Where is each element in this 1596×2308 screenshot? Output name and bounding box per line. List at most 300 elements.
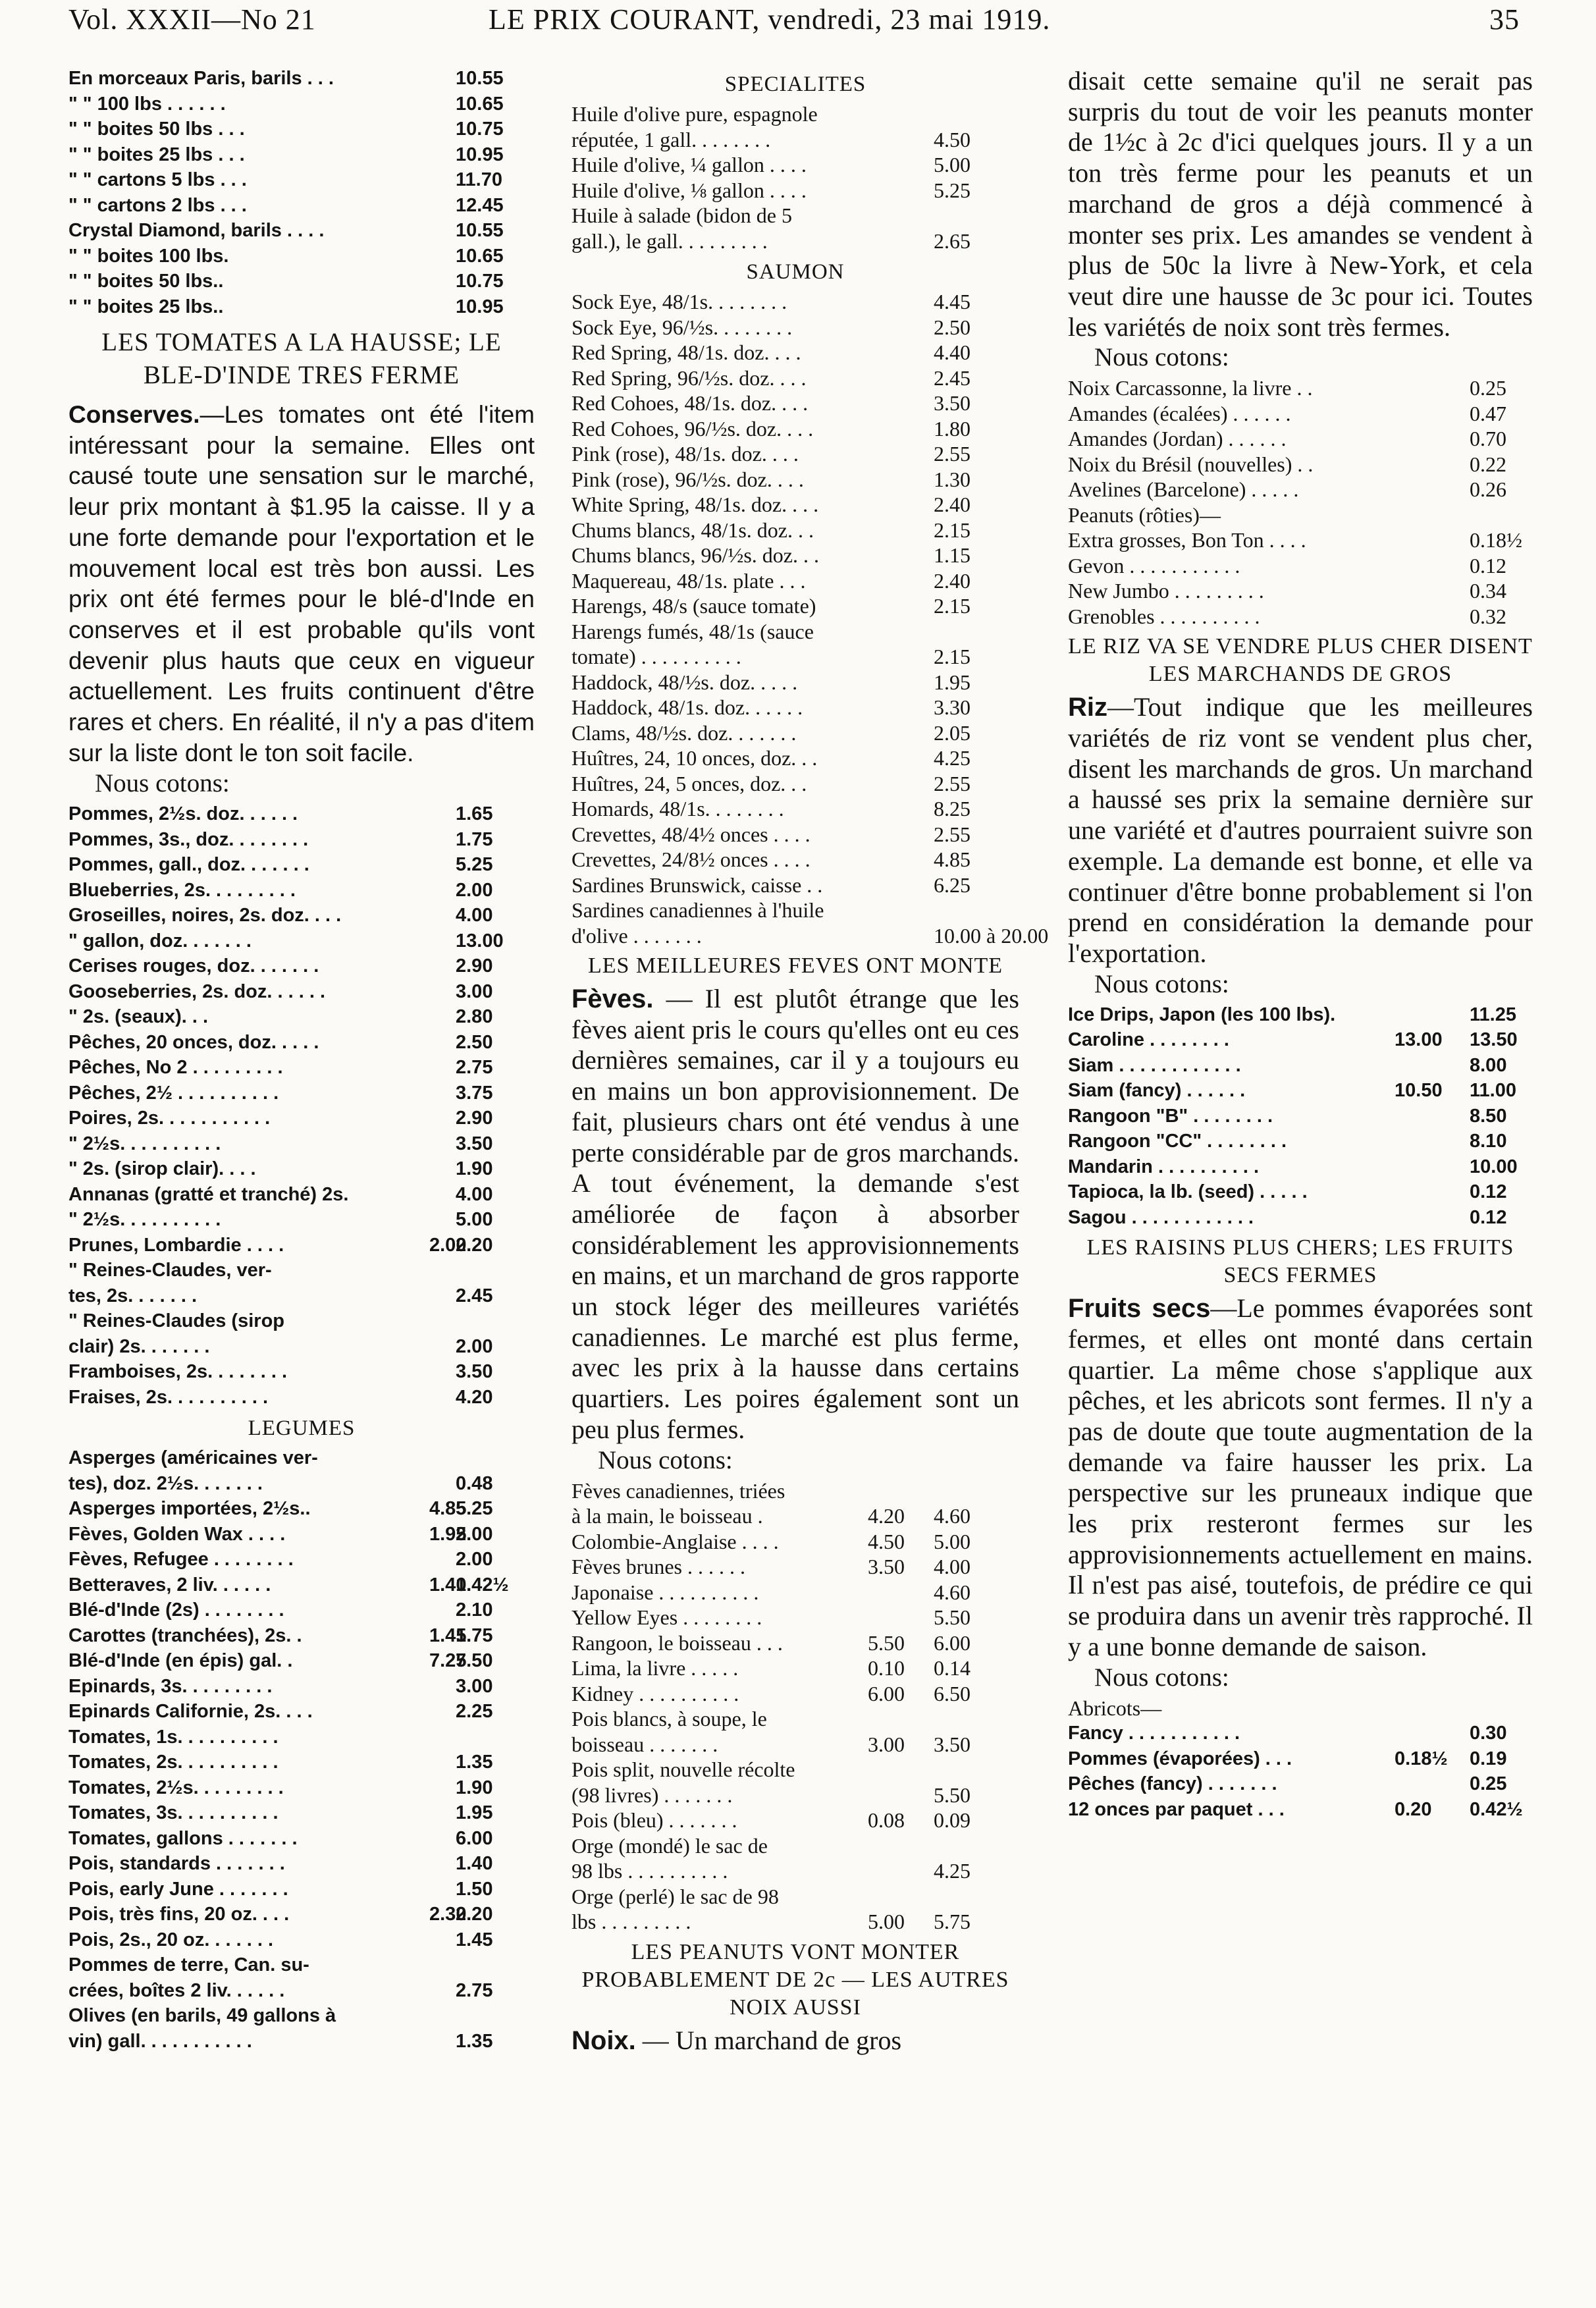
price: 2.25 <box>456 1701 493 1723</box>
price: 7.50 <box>456 1650 493 1672</box>
price: 0.32 <box>1470 604 1506 628</box>
price: 0.48 <box>456 1472 493 1494</box>
price: 2.90 <box>456 955 493 977</box>
item-name: " " boites 50 lbs . . . <box>68 119 245 140</box>
price-row <box>1068 477 1533 502</box>
price-row <box>572 1884 1019 1910</box>
price: 2.45 <box>456 1285 493 1306</box>
price-row <box>1068 527 1533 553</box>
item-name: Chums blancs, 96/½s. doz. . . <box>572 543 819 567</box>
price-low: 0.10 <box>868 1656 905 1680</box>
item-name: Homards, 48/1s. . . . . . . . <box>572 797 784 820</box>
item-name: Orge (perlé) le sac de 98 <box>572 1884 779 1908</box>
price-row <box>68 1623 535 1649</box>
price: 2.75 <box>456 1979 493 2001</box>
page-number: 35 <box>1489 3 1520 36</box>
price: 4.40 <box>934 340 971 364</box>
price: 1.35 <box>456 1752 493 1773</box>
item-name: Pommes, 3s., doz. . . . . . . . <box>68 828 309 850</box>
item-name: Sock Eye, 48/1s. . . . . . . . <box>572 290 787 313</box>
item-name: Rangoon "CC" . . . . . . . . <box>1068 1131 1287 1152</box>
price-row <box>1068 553 1533 579</box>
price-row <box>572 1655 1019 1681</box>
price-row <box>68 294 535 320</box>
item-name: Sardines Brunswick, caisse . . <box>572 872 823 897</box>
price-row <box>572 670 1019 695</box>
item-name: Pêches (fancy) . . . . . . . <box>1068 1773 1277 1795</box>
item-name: New Jumbo . . . . . . . . . <box>1068 579 1264 603</box>
item-name: boisseau . . . . . . . <box>572 1732 718 1756</box>
price-row <box>68 1851 535 1877</box>
item-name: Pink (rose), 48/1s. doz. . . . <box>572 442 799 466</box>
price: 1.40 <box>456 1853 493 1875</box>
price: 2.80 <box>456 1006 493 1028</box>
price-row <box>572 441 1019 467</box>
item-name: Poires, 2s. . . . . . . . . . . <box>68 1108 271 1129</box>
price-row <box>68 1308 535 1334</box>
price-row <box>1068 375 1533 401</box>
price: 0.12 <box>1470 1181 1507 1203</box>
item-name: Gooseberries, 2s. doz. . . . . . <box>68 980 326 1002</box>
price: 10.65 <box>456 93 504 115</box>
price-row <box>68 1334 535 1360</box>
item-name: " Reines-Claudes, ver- <box>68 1260 272 1281</box>
item-name: Tomates, gallons . . . . . . . <box>68 1827 298 1849</box>
price-row <box>68 1385 535 1410</box>
item-name: Extra grosses, Bon Ton . . . . <box>1068 528 1306 552</box>
noix-paragraph <box>572 2026 1019 2056</box>
price-row <box>1068 1129 1533 1154</box>
price-row <box>68 193 535 219</box>
price-row <box>68 269 535 294</box>
price: 0.30 <box>1470 1723 1507 1744</box>
price-row <box>68 878 535 903</box>
price-row <box>572 898 1019 923</box>
price: 0.70 <box>1470 427 1506 451</box>
price-row <box>1068 1205 1533 1231</box>
price-row <box>68 1902 535 1927</box>
item-name: Colombie-Anglaise . . . . <box>572 1529 779 1553</box>
noix-price-list <box>1068 375 1533 629</box>
item-name: Fancy . . . . . . . . . . . <box>1068 1723 1240 1744</box>
item-name: Pois, standards . . . . . . . <box>68 1853 285 1875</box>
price-row <box>68 1055 535 1081</box>
item-name: " " 100 lbs . . . . . . <box>68 93 226 115</box>
fruits-secs-price-list <box>1068 1721 1533 1822</box>
fruits-secs-paragraph <box>1068 1293 1533 1662</box>
price-row <box>68 1081 535 1106</box>
price: 2.50 <box>456 1031 493 1053</box>
peanuts-heading: LES PEANUTS VONT MONTER PROBABLEMENT DE 2c — LES AUTRES NOIX AUSSI <box>581 1939 1009 2020</box>
price: 5.50 <box>934 1783 971 1807</box>
price-row <box>572 822 1019 847</box>
price-row <box>68 1207 535 1233</box>
price: 10.95 <box>456 144 504 165</box>
price: 3.50 <box>456 1361 493 1383</box>
item-name: à la main, le boisseau . <box>572 1504 763 1528</box>
price: 1.65 <box>456 803 493 825</box>
price-low: 5.50 <box>868 1630 905 1655</box>
price-row <box>572 745 1019 771</box>
price: 4.50 <box>934 127 971 151</box>
item-name: Sardines canadiennes à l'huile <box>572 898 824 922</box>
item-name: Annanas (gratté et tranché) 2s. <box>68 1183 349 1205</box>
price-row <box>1068 1154 1533 1180</box>
item-name: Epinards Californie, 2s. . . . <box>68 1701 313 1723</box>
price: 0.25 <box>1470 1773 1507 1795</box>
price-row <box>1068 604 1533 630</box>
price: 10.65 <box>456 245 504 267</box>
item-name: Haddock, 48/½s. doz. . . . . <box>572 670 798 694</box>
noix-text: — Un marchand de gros <box>635 2025 902 2055</box>
item-name: Avelines (Barcelone) . . . . . <box>1068 477 1299 502</box>
price-row <box>572 1706 1019 1732</box>
item-name: Asperges importées, 2½s.. <box>68 1498 311 1520</box>
price: 2.90 <box>456 1108 493 1129</box>
price-row <box>572 796 1019 822</box>
price: 0.19 <box>1470 1748 1507 1769</box>
item-name: Tomates, 1s. . . . . . . . . . <box>68 1726 279 1748</box>
price: 3.50 <box>934 1732 971 1756</box>
price-row <box>1068 1104 1533 1129</box>
price-low: 4.20 <box>868 1504 905 1528</box>
item-name: Noix Carcassonne, la livre . . <box>1068 376 1313 400</box>
price-row <box>68 142 535 168</box>
item-name: Asperges (américaines ver- <box>68 1447 318 1469</box>
price-row <box>68 167 535 193</box>
price: 8.10 <box>1470 1131 1507 1152</box>
item-name: Carottes (tranchées), 2s. . <box>68 1624 302 1646</box>
sugar-price-list <box>68 66 535 319</box>
price: 10.75 <box>456 119 504 140</box>
price-row <box>68 1445 535 1471</box>
price-row <box>1068 1771 1533 1797</box>
price: 10.75 <box>456 271 504 292</box>
page-header <box>0 0 1596 53</box>
price-row <box>572 1858 1019 1884</box>
price: 2.00 <box>456 1549 493 1570</box>
item-name: Noix du Brésil (nouvelles) . . <box>1068 452 1314 476</box>
price: 4.25 <box>934 1859 971 1883</box>
item-name: Pink (rose), 96/½s. doz. . . . <box>572 467 804 491</box>
item-name: Mandarin . . . . . . . . . . <box>1068 1156 1260 1177</box>
price-row <box>572 228 1019 254</box>
fruits-secs-lead: Fruits secs <box>1068 1294 1211 1324</box>
price: 0.25 <box>1470 376 1506 400</box>
item-name: Siam (fancy) . . . . . . <box>1068 1080 1246 1102</box>
price-row <box>572 1630 1019 1656</box>
specialites-heading: SPECIALITES <box>724 72 866 96</box>
price: 5.00 <box>456 1209 493 1231</box>
item-name: " 2½s. . . . . . . . . . <box>68 1209 221 1231</box>
item-name: Chums blancs, 48/1s. doz. . . <box>572 518 814 542</box>
price-low: 0.18½ <box>1395 1748 1448 1769</box>
item-name: Peanuts (rôties)— <box>1068 502 1221 527</box>
price-row <box>572 492 1019 518</box>
price-low: 6.00 <box>868 1681 905 1705</box>
item-name: Tapioca, la lb. (seed) . . . . . <box>1068 1181 1308 1203</box>
item-name: " " boites 100 lbs. <box>68 245 229 267</box>
item-name: Pommes, 2½s. doz. . . . . . <box>68 803 298 825</box>
price-row <box>68 1258 535 1283</box>
price: 1.90 <box>456 1777 493 1798</box>
item-name: Pêches, No 2 . . . . . . . . . <box>68 1057 283 1079</box>
item-name: " gallon, doz. . . . . . . <box>68 930 252 952</box>
item-name: Red Cohoes, 96/½s. doz. . . . <box>572 416 814 441</box>
fruit-price-list <box>68 801 535 1410</box>
volume-number: Vol. XXXII—No 21 <box>68 3 316 36</box>
item-name: Kidney . . . . . . . . . . <box>572 1681 739 1705</box>
item-name: Caroline . . . . . . . . <box>1068 1029 1229 1051</box>
item-name: Groseilles, noires, 2s. doz. . . . <box>68 905 342 926</box>
price-row <box>68 1877 535 1902</box>
price: 6.50 <box>934 1681 971 1705</box>
price: 10.55 <box>456 68 504 89</box>
price-low: 3.00 <box>868 1732 905 1756</box>
price-row <box>1068 1179 1533 1205</box>
price-row <box>68 1106 535 1131</box>
price-row <box>572 1783 1019 1808</box>
price-row <box>68 1131 535 1157</box>
riz-heading: LE RIZ VA SE VENDRE PLUS CHER DISENT LES MARCHANDS DE GROS <box>1068 634 1533 687</box>
item-name: Amandes (Jordan) . . . . . . <box>1068 427 1287 451</box>
item-name: Grenobles . . . . . . . . . . <box>1068 604 1260 628</box>
price: 8.50 <box>1470 1105 1507 1127</box>
item-name: Siam . . . . . . . . . . . . <box>1068 1054 1241 1076</box>
item-name: Framboises, 2s. . . . . . . . <box>68 1361 288 1383</box>
price: 3.75 <box>456 1082 493 1104</box>
price-row <box>68 1674 535 1700</box>
price-row <box>68 1750 535 1775</box>
price-row <box>572 543 1019 568</box>
price-row <box>68 2029 535 2054</box>
price: 2.40 <box>934 568 971 593</box>
price: 2.40 <box>934 493 971 516</box>
price: 2.00 <box>456 1523 493 1545</box>
price: 13.00 <box>456 930 504 952</box>
price: 3.00 <box>456 980 493 1002</box>
item-name: Blé-d'Inde (en épis) gal. . <box>68 1650 293 1672</box>
item-name: Pois, early June . . . . . . . <box>68 1878 288 1900</box>
item-name: Gevon . . . . . . . . . . . <box>1068 553 1240 577</box>
price-row <box>68 1800 535 1826</box>
item-name: Pois (bleu) . . . . . . . <box>572 1808 737 1833</box>
price: 2.00 <box>456 1335 493 1357</box>
item-name: Pommes, gall., doz. . . . . . . <box>68 854 309 876</box>
price-row <box>1068 426 1533 452</box>
item-name: Red Cohoes, 48/1s. doz. . . . <box>572 391 809 415</box>
price: 2.55 <box>934 442 971 466</box>
price-row <box>68 1030 535 1056</box>
price-row <box>572 644 1019 670</box>
nous-cotons-label: Nous cotons: <box>95 769 230 798</box>
price-row <box>572 695 1019 720</box>
price: 2.75 <box>456 1057 493 1079</box>
fruits-secs-text: —Le pommes évaporées sont fermes, et elles ont monté dans certain quartier. La même chose s'applique aux pêches, et les abricots sont fermes. Il n'y a pas de doute que toute augmentation de la demande va faire hausser les prix. La perspective sur les pruneaux indique que les prix resteront fermes sur les approvisionnements actuellement en mains. Il n'est pas aisé, toutefois, de prédire ce qui se produira dans un avenir très rapproché. Il y a une bonne demande de saison. <box>1068 1293 1533 1661</box>
price-low: 4.85 <box>429 1498 467 1520</box>
price-row <box>68 1233 535 1258</box>
item-name: Fèves, Golden Wax . . . . <box>68 1523 286 1545</box>
item-name: Huile d'olive, ⅛ gallon . . . . <box>572 178 807 202</box>
riz-lead: Riz <box>1068 693 1107 722</box>
abricots-label: Abricots— <box>1068 1696 1162 1720</box>
price-row <box>572 203 1019 228</box>
price: 2.15 <box>934 645 971 668</box>
item-name: " Reines-Claudes (sirop <box>68 1310 284 1332</box>
publication-title: LE PRIX COURANT, vendredi, 23 mai 1919. <box>489 3 1051 36</box>
price: 3.30 <box>934 695 971 719</box>
item-name: White Spring, 48/1s. doz. . . . <box>572 493 819 516</box>
item-name: Ice Drips, Japon (les 100 lbs). <box>1068 1004 1336 1025</box>
price: 0.18½ <box>1470 528 1522 552</box>
price: 8.25 <box>934 797 971 820</box>
item-name: Crystal Diamond, barils . . . . <box>68 220 325 241</box>
price: 2.55 <box>934 822 971 846</box>
price: 1.95 <box>456 1802 493 1824</box>
price-row <box>572 467 1019 493</box>
item-name: Blueberries, 2s. . . . . . . . . <box>68 879 296 901</box>
riz-paragraph <box>1068 692 1533 969</box>
price-row <box>68 827 535 853</box>
price: 2.55 <box>934 771 971 795</box>
price-row <box>68 1572 535 1598</box>
price-row <box>1068 452 1533 477</box>
item-name: Amandes (écalées) . . . . . . <box>1068 401 1291 425</box>
price: 2.20 <box>456 1904 493 1925</box>
price-row <box>572 365 1019 391</box>
price-row <box>572 1529 1019 1555</box>
item-name: " " boites 25 lbs . . . <box>68 144 245 165</box>
price-row <box>68 1004 535 1030</box>
price-row <box>572 518 1019 543</box>
item-name: " 2s. (seaux). . . <box>68 1006 209 1028</box>
price: 6.00 <box>456 1827 493 1849</box>
column-2 <box>572 66 1049 2056</box>
price: 1.95 <box>934 670 971 694</box>
price-row <box>68 928 535 954</box>
feves-text: — Il est plutôt étrange que les fèves aient pris le cours qu'elles ont eu ces dernières semaines, car il y a toujours eu en mains un bon approvisionnement. De fait, plusieurs chars ont été vendus à une perte considérable par de gros marchands. A tout événement, la demande s'est améliorée de façon à absorber considérablement les approvisionnements en mains, et un marchand de gros rapporte un stock léger des meilleures variétés canadiennes. Le marché est plus ferme, avec les prix à la hausse dans certains quartiers. Les poires également sont un peu plus fermes. <box>572 984 1019 1444</box>
price: 1.15 <box>934 543 971 567</box>
item-name: réputée, 1 gall. . . . . . . . <box>572 127 771 151</box>
price-low: 5.00 <box>868 1910 905 1934</box>
price-row <box>572 152 1019 178</box>
price-low: 7.25 <box>429 1650 467 1672</box>
item-name: Huîtres, 24, 10 onces, doz. . . <box>572 746 818 770</box>
price: 4.00 <box>456 1183 493 1205</box>
price: 13.50 <box>1470 1029 1518 1051</box>
price: 4.60 <box>934 1504 971 1528</box>
price: 4.85 <box>934 847 971 871</box>
item-name: vin) gall. . . . . . . . . . . <box>68 2030 252 2052</box>
price-row <box>1068 401 1533 427</box>
price: 0.12 <box>1470 553 1506 577</box>
nous-cotons-label: Nous cotons: <box>1094 343 1229 372</box>
price: 5.25 <box>934 178 971 202</box>
item-name: Pois, 2s., 20 oz. . . . . . . <box>68 1929 274 1950</box>
item-name: Olives (en barils, 49 gallons à <box>68 2005 336 2027</box>
price-row <box>572 1732 1019 1758</box>
price: 10.00 <box>1470 1156 1518 1177</box>
price: 4.60 <box>934 1580 971 1604</box>
price-row <box>68 218 535 244</box>
item-name: Pêches, 2½ . . . . . . . . . . <box>68 1082 279 1104</box>
price: 3.00 <box>456 1675 493 1697</box>
item-name: Sock Eye, 96/½s. . . . . . . . <box>572 315 793 339</box>
item-name: Lima, la livre . . . . . <box>572 1656 739 1680</box>
raisins-heading: LES RAISINS PLUS CHERS; LES FRUITS SECS FERMES <box>1086 1235 1514 1288</box>
price-row <box>572 1757 1019 1783</box>
price: 2.15 <box>934 518 971 542</box>
item-name: Tomates, 2s. . . . . . . . . . <box>68 1752 279 1773</box>
nous-cotons-label: Nous cotons: <box>1094 969 1229 998</box>
price: 1.42½ <box>456 1574 509 1596</box>
column-3 <box>1068 66 1533 1822</box>
item-name: tomate) . . . . . . . . . . <box>572 645 741 668</box>
price-low: 0.08 <box>868 1808 905 1833</box>
price: 4.00 <box>934 1555 971 1579</box>
item-name: Crevettes, 24/8½ onces . . . . <box>572 847 811 871</box>
price: 1.75 <box>456 828 493 850</box>
feves-lead: Fèves. <box>572 984 654 1013</box>
price: 2.65 <box>934 228 971 253</box>
nous-cotons-label: Nous cotons: <box>598 1445 733 1474</box>
price-row <box>1068 1002 1533 1028</box>
item-name: Blé-d'Inde (2s) . . . . . . . . <box>68 1599 284 1621</box>
price-row <box>572 1909 1019 1935</box>
price-low: 13.00 <box>1395 1029 1443 1051</box>
price-row <box>68 1597 535 1623</box>
item-name: Prunes, Lombardie . . . . <box>68 1234 284 1256</box>
item-name: gall.), le gall. . . . . . . . . <box>572 228 768 253</box>
item-name: crées, boîtes 2 liv. . . . . . <box>68 1979 285 2001</box>
price-low: 10.50 <box>1395 1080 1443 1102</box>
price-row <box>68 953 535 979</box>
price: 3.50 <box>934 391 971 415</box>
price: 3.50 <box>456 1133 493 1154</box>
price: 5.25 <box>456 1498 493 1520</box>
price: 0.34 <box>1470 579 1506 603</box>
price-row <box>572 178 1019 203</box>
conserves-text: —Les tomates ont été l'item intéressant pour la semaine. Elles ont causé toute une sensation sur le marché, leur prix montant à $1.95 la caisse. Il y a une forte demande pour l'exportation et le mouvement local est très bon aussi. Les prix ont été fermes pour le blé-d'Inde en conserves et il est probable qu'ils vont devenir plus hauts que ceux en vigueur actuellement. Les fruits continuent d'être rares et chers. En réalité, il n'y a pas d'item sur la liste dont le ton soit facile. <box>68 401 535 766</box>
price: 1.35 <box>456 2030 493 2052</box>
price-row <box>572 416 1019 442</box>
item-name: Maquereau, 48/1s. plate . . . <box>572 568 806 593</box>
item-name: Pois split, nouvelle récolte <box>572 1758 795 1782</box>
price-row <box>68 1927 535 1953</box>
item-name: " " cartons 5 lbs . . . <box>68 169 247 190</box>
price: 0.42½ <box>1470 1798 1523 1820</box>
item-name: Orge (mondé) le sac de <box>572 1833 768 1858</box>
price: 11.00 <box>1470 1080 1516 1102</box>
price: 1.45 <box>456 1929 493 1950</box>
item-name: Yellow Eyes . . . . . . . . <box>572 1605 762 1630</box>
price-row <box>68 244 535 269</box>
price-row <box>1068 1721 1533 1746</box>
price: 11.70 <box>456 169 502 190</box>
price-row <box>68 1648 535 1674</box>
price: 0.26 <box>1470 477 1506 502</box>
price-row <box>572 1554 1019 1580</box>
feves-price-list <box>572 1478 1019 1935</box>
price: 12.45 <box>456 194 504 216</box>
price: 6.00 <box>934 1630 971 1655</box>
item-name: Fraises, 2s. . . . . . . . . . <box>68 1386 269 1408</box>
price-row <box>1068 1078 1533 1104</box>
price-row <box>572 619 1019 645</box>
item-name: Fèves canadiennes, triées <box>572 1478 785 1503</box>
tomates-heading: LES TOMATES A LA HAUSSE; LE BLE-D'INDE TRES FERME <box>101 328 502 389</box>
price: 11.25 <box>1470 1004 1516 1025</box>
